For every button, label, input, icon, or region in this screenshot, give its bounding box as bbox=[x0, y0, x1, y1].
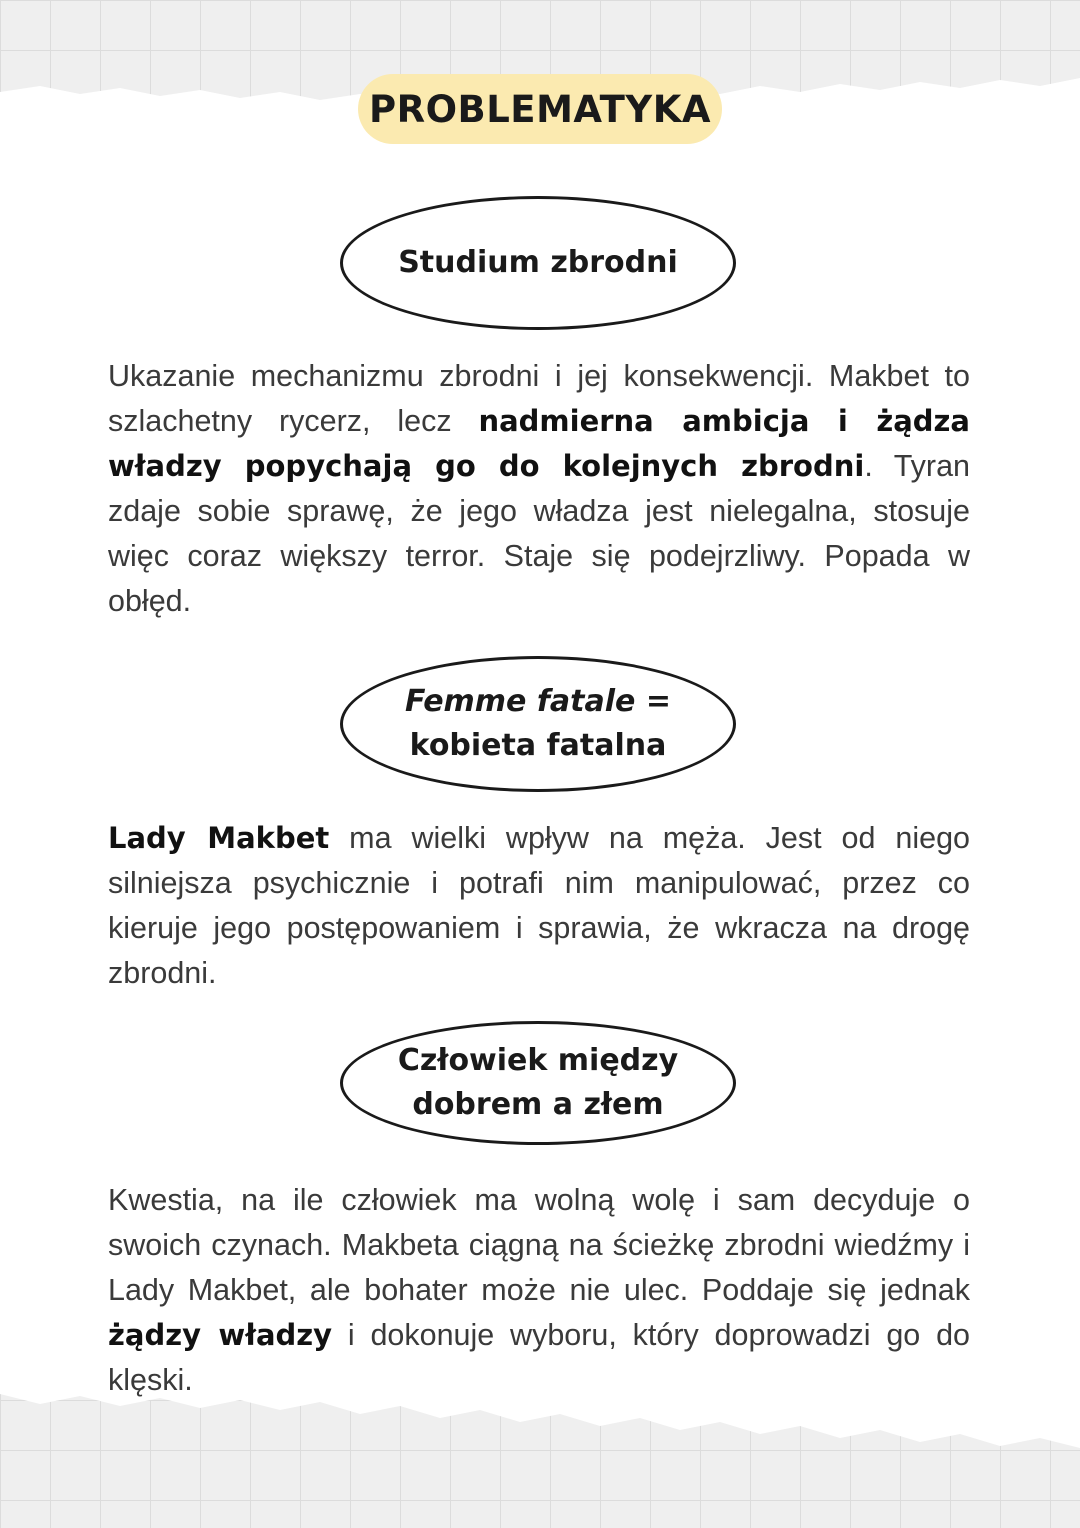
heading-text: Studium zbrodni bbox=[398, 245, 678, 280]
paragraph-czlowiek-miedzy bbox=[108, 1178, 970, 1403]
text-run: ma wielki wpływ na męża. Jest od niego silniejsza psychicznie i potrafi nim manipulować, przez co kieruje jego postępowaniem i sprawia, że wkracza na drogę zbrodni. bbox=[108, 821, 970, 990]
paragraph-studium-zbrodni bbox=[108, 354, 970, 624]
heading-line-2: kobieta fatalna bbox=[409, 728, 667, 763]
section-heading-femme-fatale bbox=[340, 656, 736, 792]
bold-text-run: nadmierna ambicja i żądza władzy popychają go do kolejnych zbrodni bbox=[108, 404, 970, 483]
bold-text-run: żądzy władzy bbox=[108, 1318, 333, 1352]
heading-line-1: Człowiek między bbox=[397, 1043, 679, 1078]
section-heading-studium-zbrodni bbox=[340, 196, 736, 330]
text-run: Kwestia, na ile człowiek ma wolną wolę i sam decyduje o swoich czynach. Makbeta ciągną na ścieżkę zbrodni wiedźmy i Lady Makbet, ale bohater może nie ulec. Poddaje się jednak bbox=[108, 1183, 970, 1307]
paragraph-femme-fatale bbox=[108, 816, 970, 996]
title-badge bbox=[358, 74, 722, 144]
text-run: . Tyran zdaje sobie sprawę, że jego władza jest nielegalna, stosuje więc coraz większy terror. Staje się podejrzliwy. Popada w obłęd. bbox=[108, 449, 970, 618]
text-run: i dokonuje wyboru, który doprowadzi go do klęski. bbox=[108, 1318, 970, 1397]
page-title: PROBLEMATYKA bbox=[368, 87, 712, 131]
text-run: Ukazanie mechanizmu zbrodni i jej konsekwencji. Makbet to szlachetny rycerz, lecz bbox=[108, 359, 970, 438]
heading-italic-text: Femme fatale bbox=[405, 684, 636, 719]
heading-line-1 bbox=[405, 680, 671, 724]
heading-text: = bbox=[635, 684, 671, 719]
section-heading-czlowiek-miedzy bbox=[340, 1021, 736, 1145]
heading-line-2: dobrem a złem bbox=[412, 1087, 664, 1122]
bold-text-run: Lady Makbet bbox=[108, 821, 330, 855]
